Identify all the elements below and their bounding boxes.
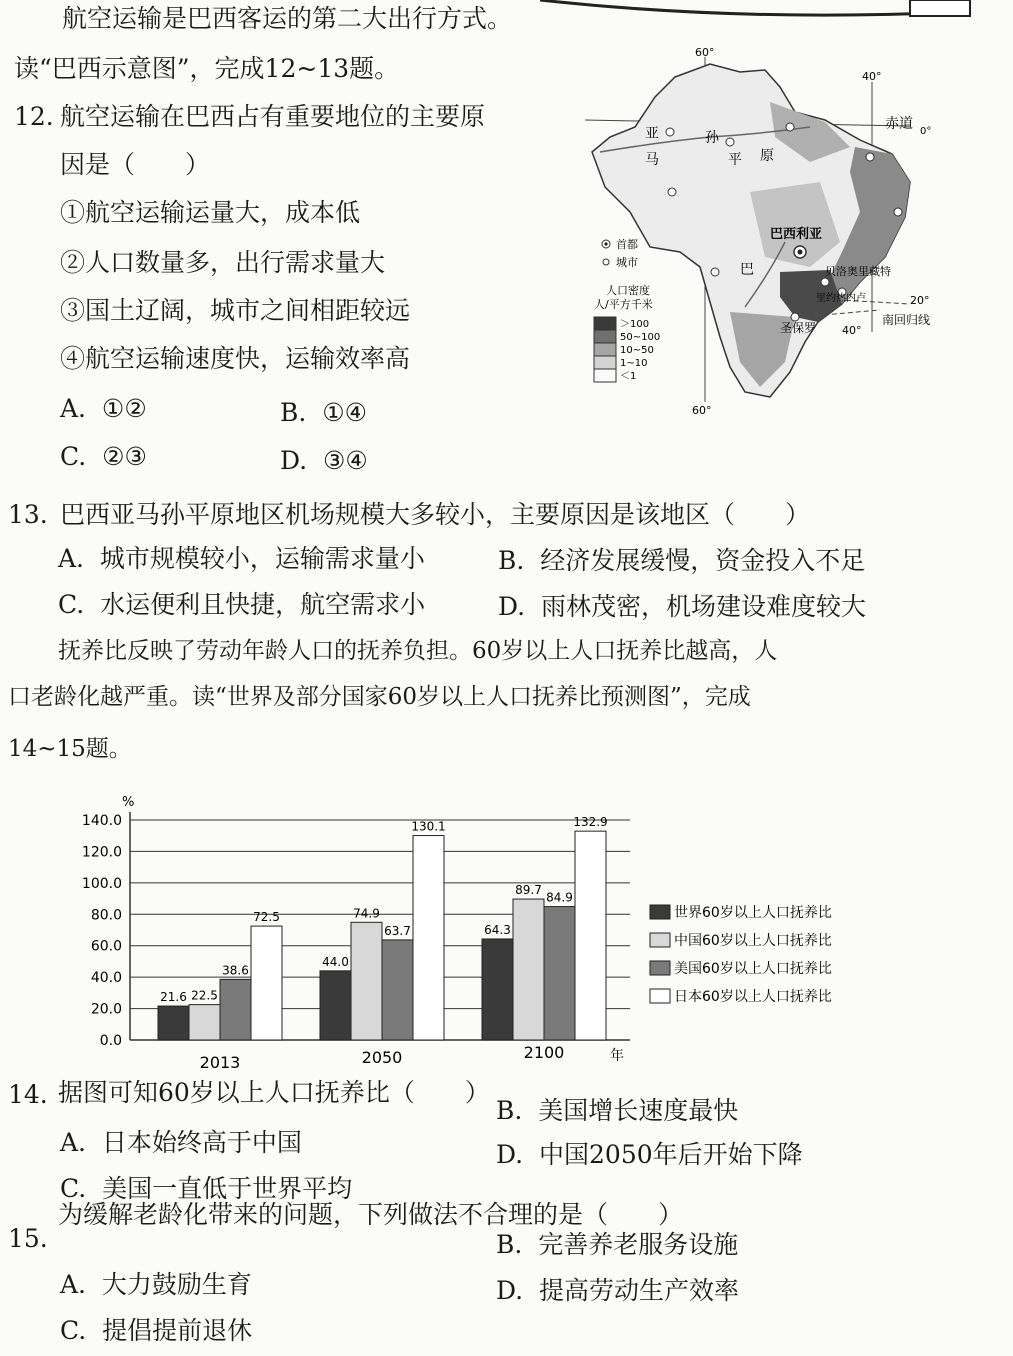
q12-number: 12. bbox=[14, 102, 54, 131]
legend-density-class-1: ＞100 bbox=[620, 319, 650, 330]
option-text: 大力鼓励生育 bbox=[101, 1270, 252, 1299]
intro2-line-3: 14~15题。 bbox=[8, 736, 132, 762]
category-label: 2100 bbox=[523, 1043, 565, 1062]
legend-swatch bbox=[650, 961, 670, 975]
city-marker bbox=[786, 123, 794, 131]
option-letter: D. bbox=[280, 446, 308, 475]
city-marker bbox=[726, 138, 734, 146]
legend-capital-dot bbox=[604, 242, 607, 245]
option-text: ③④ bbox=[323, 446, 368, 475]
data-label: 64.3 bbox=[484, 922, 511, 937]
y-tick-label: 40.0 bbox=[90, 970, 122, 987]
legend-label: 世界60岁以上人口抚养比 bbox=[674, 905, 832, 921]
y-axis-unit: % bbox=[122, 795, 135, 810]
q12-option-c[interactable] bbox=[60, 444, 147, 469]
corner-decoration bbox=[540, 0, 980, 22]
bar bbox=[351, 922, 382, 1040]
option-text: 日本始终高于中国 bbox=[101, 1128, 302, 1157]
q12-item-4: ④航空运输速度快，运输效率高 bbox=[60, 344, 411, 373]
map-amazon-char-5: 原 bbox=[760, 148, 774, 164]
option-letter: C. bbox=[58, 590, 85, 619]
option-text: 提倡提前退休 bbox=[102, 1316, 253, 1345]
legend-capital-label: 首都 bbox=[616, 238, 638, 251]
map-lon-60-bottom: 60° bbox=[692, 404, 712, 417]
legend-swatch-1 bbox=[594, 317, 616, 330]
y-tick-label: 80.0 bbox=[90, 907, 122, 924]
category-label: 2050 bbox=[361, 1048, 403, 1067]
legend-swatch-2 bbox=[594, 330, 616, 343]
legend-city-label: 城市 bbox=[616, 256, 638, 269]
map-equator-label: 赤道 bbox=[885, 116, 913, 132]
q15-option-a[interactable] bbox=[60, 1272, 252, 1297]
data-label: 44.0 bbox=[322, 954, 349, 969]
bar bbox=[544, 907, 575, 1040]
data-label: 72.5 bbox=[253, 910, 280, 925]
legend-density-unit: 人/平方千米 bbox=[594, 298, 653, 311]
option-text: 雨林茂密，机场建设难度较大 bbox=[541, 592, 867, 621]
option-text: 完善养老服务设施 bbox=[538, 1230, 739, 1259]
intro-line-2: 读“巴西示意图”，完成12~13题。 bbox=[14, 54, 400, 83]
legend-swatch-5 bbox=[594, 369, 616, 382]
x-axis-unit: 年 bbox=[610, 1048, 624, 1064]
map-rio-label: 里约热内卢 bbox=[816, 293, 866, 304]
bar bbox=[189, 1005, 220, 1040]
option-text: ②③ bbox=[102, 442, 147, 471]
option-letter: C. bbox=[60, 1174, 87, 1203]
data-label: 21.6 bbox=[160, 990, 187, 1005]
q14-option-b[interactable] bbox=[496, 1098, 738, 1123]
option-letter: C. bbox=[60, 1316, 87, 1345]
legend-density-class-3: 10~50 bbox=[620, 345, 654, 356]
q12-stem-line-1: 航空运输在巴西占有重要地位的主要原 bbox=[60, 102, 486, 131]
city-marker bbox=[791, 313, 799, 321]
map-lon-40-top: 40° bbox=[862, 70, 882, 83]
y-tick-label: 120.0 bbox=[81, 844, 122, 861]
q13-option-d[interactable] bbox=[498, 594, 866, 619]
q12-option-b[interactable] bbox=[280, 400, 367, 425]
map-deg-0: 0° bbox=[920, 126, 932, 137]
dependency-ratio-chart bbox=[60, 785, 880, 1070]
legend-density-title: 人口密度 bbox=[606, 284, 650, 297]
y-tick-label: 60.0 bbox=[90, 938, 122, 955]
option-text: 提高劳动生产效率 bbox=[539, 1276, 740, 1305]
legend-density-class-2: 50~100 bbox=[620, 332, 661, 343]
map-saopaulo-label: 圣保罗 bbox=[780, 321, 817, 335]
map-amazon-char-3: 孙 bbox=[705, 130, 719, 146]
legend-label: 日本60岁以上人口抚养比 bbox=[674, 989, 832, 1005]
legend-swatch bbox=[650, 989, 670, 1003]
q13-number: 13. bbox=[8, 500, 48, 529]
q14-number: 14. bbox=[8, 1080, 48, 1109]
option-letter: A. bbox=[60, 394, 87, 423]
q14-stem: 据图可知60岁以上人口抚养比（ ） bbox=[58, 1078, 490, 1107]
q12-item-3: ③国土辽阔，城市之间相距较远 bbox=[60, 296, 411, 325]
y-tick-label: 0.0 bbox=[99, 1033, 122, 1049]
legend-density-class-4: 1~10 bbox=[620, 358, 648, 369]
category-label: 2013 bbox=[199, 1053, 241, 1070]
legend-city-symbol bbox=[603, 259, 609, 265]
option-letter: C. bbox=[60, 442, 87, 471]
q12-option-a[interactable] bbox=[60, 396, 147, 421]
data-label: 38.6 bbox=[222, 963, 249, 978]
option-letter: B. bbox=[280, 398, 307, 427]
option-letter: D. bbox=[498, 592, 526, 621]
option-text: 水运便利且快捷，航空需求小 bbox=[100, 590, 426, 619]
legend-density-class-5: ＜1 bbox=[620, 371, 637, 382]
q12-option-d[interactable] bbox=[280, 448, 368, 473]
bar bbox=[382, 940, 413, 1040]
option-letter: B. bbox=[496, 1096, 523, 1125]
intro2-line-1: 抚养比反映了劳动年龄人口的抚养负担。60岁以上人口抚养比越高，人 bbox=[58, 638, 778, 664]
q13-stem: 巴西亚马孙平原地区机场规模大多较小，主要原因是该地区（ ） bbox=[60, 500, 811, 529]
map-tropic-label: 南回归线 bbox=[882, 313, 931, 327]
option-text: 经济发展缓慢，资金投入不足 bbox=[540, 546, 866, 575]
city-marker bbox=[666, 128, 674, 136]
option-text: ①④ bbox=[322, 398, 368, 427]
data-label: 89.7 bbox=[515, 883, 542, 898]
data-label: 22.5 bbox=[191, 988, 218, 1003]
map-highland-label: 巴 bbox=[740, 262, 754, 278]
bar bbox=[482, 939, 513, 1040]
map-amazon-char-1: 亚 bbox=[645, 126, 659, 142]
option-text: 城市规模较小，运输需求量小 bbox=[99, 544, 425, 573]
city-marker bbox=[866, 153, 874, 161]
brazil-map bbox=[580, 42, 955, 417]
intro2-line-2: 口老龄化越严重。读“世界及部分国家60岁以上人口抚养比预测图”，完成 bbox=[8, 684, 751, 710]
legend-label: 中国60岁以上人口抚养比 bbox=[674, 933, 832, 949]
data-label: 63.7 bbox=[384, 923, 411, 938]
map-lat-20: 20° bbox=[910, 294, 930, 307]
option-letter: A. bbox=[60, 1270, 87, 1299]
data-label: 74.9 bbox=[353, 906, 380, 921]
option-letter: D. bbox=[496, 1140, 524, 1169]
legend-swatch-3 bbox=[594, 343, 616, 356]
map-amazon-char-2: 马 bbox=[645, 152, 659, 168]
bar bbox=[220, 979, 251, 1040]
option-text: 美国一直低于世界平均 bbox=[102, 1174, 353, 1203]
intro-line-1: 航空运输是巴西客运的第二大出行方式。 bbox=[62, 4, 513, 33]
y-tick-label: 140.0 bbox=[81, 813, 122, 829]
bar bbox=[413, 836, 444, 1040]
bar bbox=[513, 899, 544, 1040]
bar bbox=[158, 1006, 189, 1040]
option-letter: D. bbox=[496, 1276, 524, 1305]
q12-stem-line-2: 因是（ ） bbox=[60, 150, 211, 179]
q13-option-b[interactable] bbox=[498, 548, 865, 573]
option-letter: B. bbox=[498, 546, 525, 575]
option-text: 美国增长速度最快 bbox=[538, 1096, 739, 1125]
bar bbox=[575, 831, 606, 1040]
y-tick-label: 20.0 bbox=[90, 1001, 122, 1018]
bar bbox=[251, 926, 282, 1040]
q15-option-d[interactable] bbox=[496, 1278, 739, 1303]
city-marker bbox=[668, 188, 676, 196]
q12-item-1: ①航空运输运量大，成本低 bbox=[60, 198, 361, 227]
map-lon-40-bottom: 40° bbox=[842, 324, 862, 337]
q12-item-2: ②人口数量多，出行需求量大 bbox=[60, 248, 386, 277]
option-letter: A. bbox=[60, 1128, 87, 1157]
q13-option-a[interactable] bbox=[58, 546, 425, 571]
legend-label: 美国60岁以上人口抚养比 bbox=[674, 961, 832, 977]
option-text: 中国2050年后开始下降 bbox=[539, 1140, 803, 1169]
option-letter: A. bbox=[58, 544, 85, 573]
legend-swatch bbox=[650, 933, 670, 947]
option-letter: B. bbox=[496, 1230, 523, 1259]
data-label: 130.1 bbox=[411, 819, 446, 834]
map-brasilia-label: 巴西利亚 bbox=[770, 227, 823, 242]
q14-option-c[interactable] bbox=[60, 1176, 352, 1201]
q15-option-c[interactable] bbox=[60, 1318, 252, 1343]
bar bbox=[320, 971, 351, 1040]
q15-option-b[interactable] bbox=[496, 1232, 738, 1257]
data-label: 132.9 bbox=[573, 815, 608, 830]
option-text: ①② bbox=[101, 394, 147, 423]
map-lon-60-top: 60° bbox=[695, 46, 715, 59]
map-belo-label: 贝洛奥里藏特 bbox=[825, 265, 891, 278]
map-amazon-char-4: 平 bbox=[728, 152, 742, 168]
legend-swatch-4 bbox=[594, 356, 616, 369]
q15-stem: 为缓解老龄化带来的问题，下列做法不合理的是（ ） bbox=[58, 1200, 684, 1229]
city-marker bbox=[894, 208, 902, 216]
capital-marker-dot bbox=[798, 250, 803, 255]
q14-option-d[interactable] bbox=[496, 1142, 803, 1167]
data-label: 84.9 bbox=[546, 890, 573, 905]
legend-swatch bbox=[650, 905, 670, 919]
y-tick-label: 100.0 bbox=[81, 875, 122, 892]
q15-number: 15. bbox=[8, 1224, 48, 1253]
city-marker bbox=[821, 278, 829, 286]
city-marker bbox=[711, 268, 719, 276]
q14-option-a[interactable] bbox=[60, 1130, 302, 1155]
q13-option-c[interactable] bbox=[58, 592, 425, 617]
